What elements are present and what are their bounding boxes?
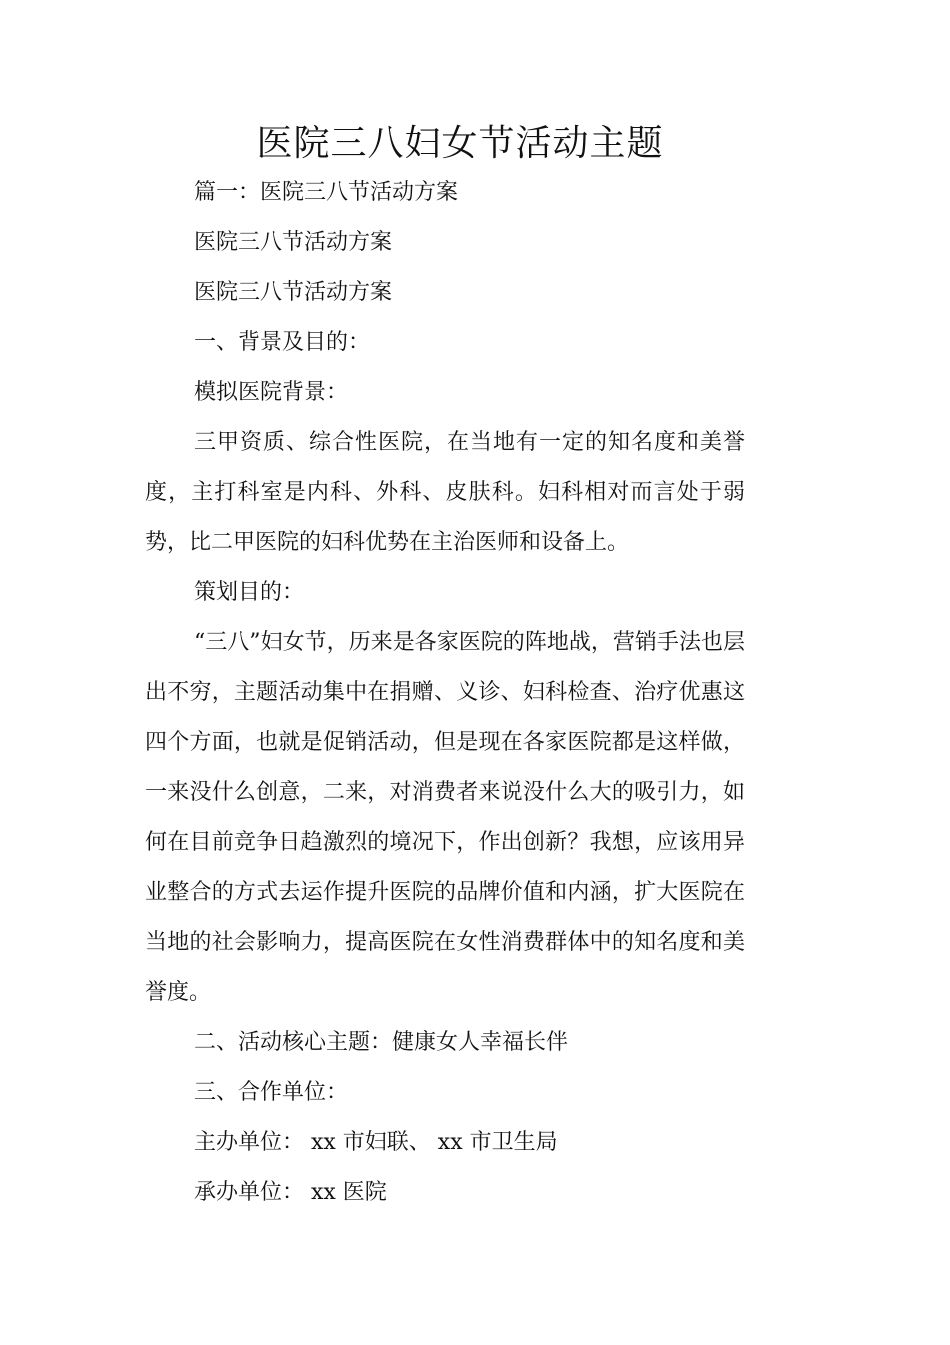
undertaker-line: 承办单位： xx 医院 <box>194 1180 387 1205</box>
document-body <box>145 168 745 1218</box>
page-title: 医院三八妇女节活动主题 <box>256 123 664 164</box>
paragraph-planning-purpose: “三八”妇女节，历来是各家医院的阵地战，营销手法也层出不穷，主题活动集中在捐赠、义诊、妇科检查、治疗优惠这四个方面，也就是促销活动，但是现在各家医院都是这样做，一来没什么创意，二来，对消费者来说没什么大的吸引力，如何在目前竞争日趋激烈的境况下，作出创新？我想，应该用异业整合的方式去运作提升医院的品牌价值和内涵，扩大医院在当地的社会影响力，提高医院在女性消费群体中的知名度和美誉度。 <box>145 630 745 1005</box>
organizer-line: 主办单位： xx 市妇联、 xx 市卫生局 <box>194 1130 558 1155</box>
heading-partners: 三、合作单位： <box>194 1080 349 1105</box>
section-heading-part-one: 篇一：医院三八节活动方案 <box>194 180 459 205</box>
plan-subtitle: 医院三八节活动方案 <box>194 280 393 305</box>
paragraph-hospital-background: 三甲资质、综合性医院，在当地有一定的知名度和美誉度，主打科室是内科、外科、皮肤科。妇科相对而言处于弱势，比二甲医院的妇科优势在主治医师和设备上。 <box>145 430 745 555</box>
heading-planning-purpose: 策划目的： <box>194 580 305 605</box>
plan-title: 医院三八节活动方案 <box>194 230 393 255</box>
heading-core-theme: 二、活动核心主题：健康女人幸福长伴 <box>194 1030 569 1055</box>
heading-background-purpose: 一、背景及目的： <box>194 330 371 355</box>
heading-hospital-background: 模拟医院背景： <box>194 380 349 405</box>
